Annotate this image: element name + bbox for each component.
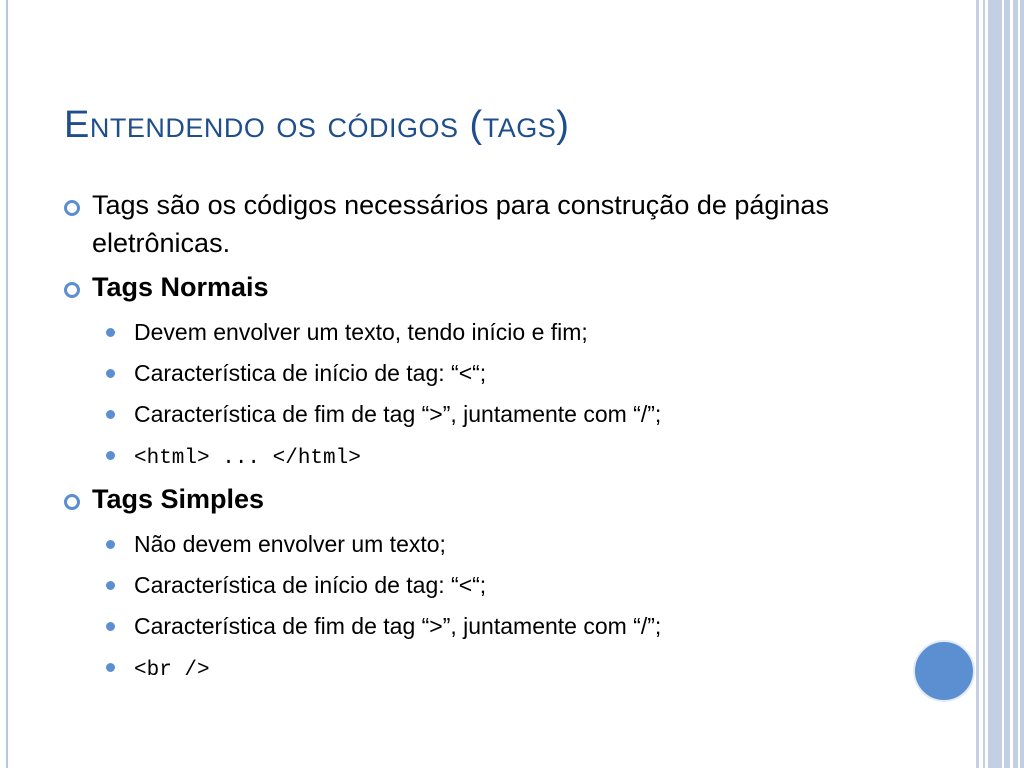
sub-bullet-text: Característica de início de tag: “<“;	[134, 572, 487, 598]
sub-bullet-item	[60, 652, 880, 686]
sub-bullet-item	[60, 399, 880, 429]
dot-bullet-icon	[106, 540, 115, 549]
decorative-stripe	[988, 0, 1002, 768]
bullet-item	[60, 186, 880, 262]
decorative-stripe	[976, 0, 979, 768]
bullet-item-heading	[60, 268, 880, 306]
bullet-text: Tags Normais	[92, 272, 269, 302]
dot-bullet-icon	[106, 328, 115, 337]
sub-bullet-item	[60, 358, 880, 388]
sub-bullet-text: Característica de fim de tag “>”, juntamente com “/”;	[134, 401, 662, 427]
dot-bullet-icon	[106, 369, 115, 378]
left-border-line	[6, 0, 8, 768]
decorative-stripe	[983, 0, 985, 768]
sub-bullet-item	[60, 317, 880, 347]
sub-bullet-item	[60, 611, 880, 641]
ring-bullet-icon	[64, 282, 80, 298]
decorative-circle	[913, 640, 975, 702]
bullet-list	[60, 186, 880, 686]
slide-title: Entendendo os códigos (tags)	[64, 104, 570, 146]
dot-bullet-icon	[106, 622, 115, 631]
dot-bullet-icon	[106, 581, 115, 590]
sub-bullet-text: Característica de fim de tag “>”, juntamente com “/”;	[134, 613, 662, 639]
bullet-text: Tags Simples	[92, 484, 265, 514]
decorative-stripe	[1013, 0, 1018, 768]
sub-bullet-text: Não devem envolver um texto;	[134, 531, 446, 557]
bullet-item-heading	[60, 480, 880, 518]
ring-bullet-icon	[64, 494, 80, 510]
sub-bullet-text: Devem envolver um texto, tendo início e fim;	[134, 319, 588, 345]
bullet-text: Tags são os códigos necessários para construção de páginas eletrônicas.	[92, 190, 829, 258]
code-text: <br />	[134, 659, 210, 682]
dot-bullet-icon	[106, 663, 115, 672]
ring-bullet-icon	[64, 200, 80, 216]
sub-bullet-text: Característica de início de tag: “<“;	[134, 360, 487, 386]
sub-bullet-item	[60, 440, 880, 474]
decorative-stripe	[1020, 0, 1024, 768]
decorative-stripe	[1004, 0, 1010, 768]
dot-bullet-icon	[106, 451, 115, 460]
dot-bullet-icon	[106, 410, 115, 419]
code-text: <html> ... </html>	[134, 447, 361, 470]
sub-bullet-item	[60, 529, 880, 559]
sub-bullet-item	[60, 570, 880, 600]
